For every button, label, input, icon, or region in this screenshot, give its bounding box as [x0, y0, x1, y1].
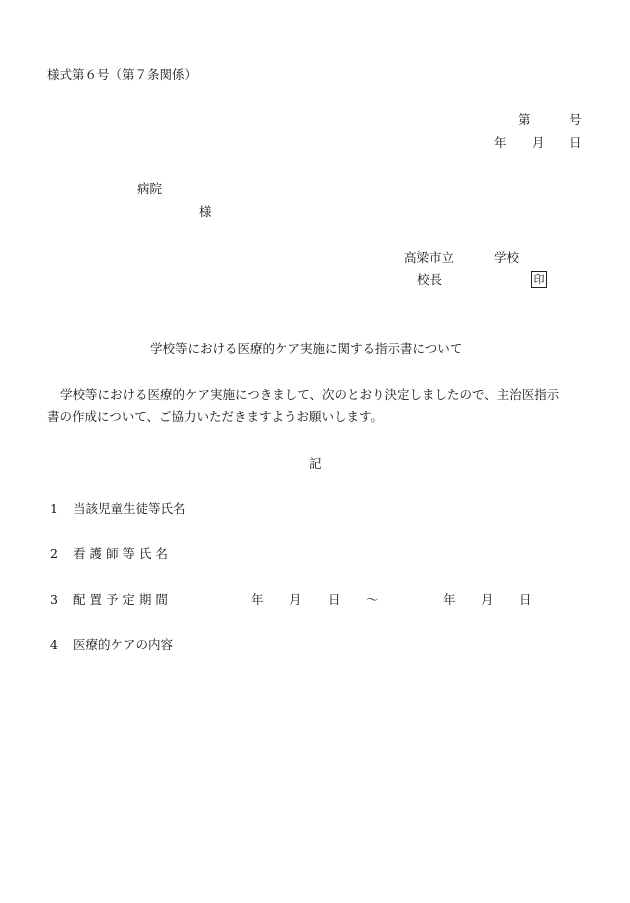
seal-mark: 印 — [531, 271, 547, 288]
item-3-label: 配 置 予 定 期 間 — [73, 592, 168, 607]
document-title: 学校等における医療的ケア実施に関する指示書について — [150, 341, 463, 356]
doc-number-go: 号 — [569, 112, 582, 127]
item-1-label: 当該児童生徒等氏名 — [73, 501, 186, 516]
recipient-honorific: 様 — [199, 204, 212, 219]
sender-school: 学校 — [494, 250, 520, 265]
period-start-year: 年 — [251, 592, 264, 607]
item-1-number: 1 — [50, 501, 58, 516]
period-start-day: 日 — [328, 592, 341, 607]
item-2-number: 2 — [50, 546, 58, 561]
ki-heading: 記 — [309, 456, 322, 471]
period-end-day: 日 — [519, 592, 532, 607]
item-2-label: 看 護 師 等 氏 名 — [73, 546, 168, 561]
form-number: 様式第６号（第７条関係） — [47, 67, 198, 82]
item-4-number: 4 — [50, 637, 58, 652]
doc-number-dai: 第 — [518, 112, 531, 127]
item-3-number: 3 — [50, 592, 58, 607]
period-start-month: 月 — [289, 592, 302, 607]
item-4-label: 医療的ケアの内容 — [73, 637, 174, 652]
date-year: 年 — [494, 135, 507, 150]
body-line-2: 書の作成について、ご協力いただきますようお願いします。 — [47, 409, 384, 424]
recipient-hospital: 病院 — [137, 181, 163, 196]
body-line-1: 学校等における医療的ケア実施につきまして、次のとおり決定しましたので、主治医指示 — [60, 387, 560, 402]
period-tilde: ～ — [366, 592, 379, 607]
date-month: 月 — [532, 135, 545, 150]
period-end-month: 月 — [481, 592, 494, 607]
date-day: 日 — [569, 135, 582, 150]
sender-principal: 校長 — [417, 272, 443, 287]
period-end-year: 年 — [443, 592, 456, 607]
sender-city: 高梁市立 — [404, 250, 455, 265]
